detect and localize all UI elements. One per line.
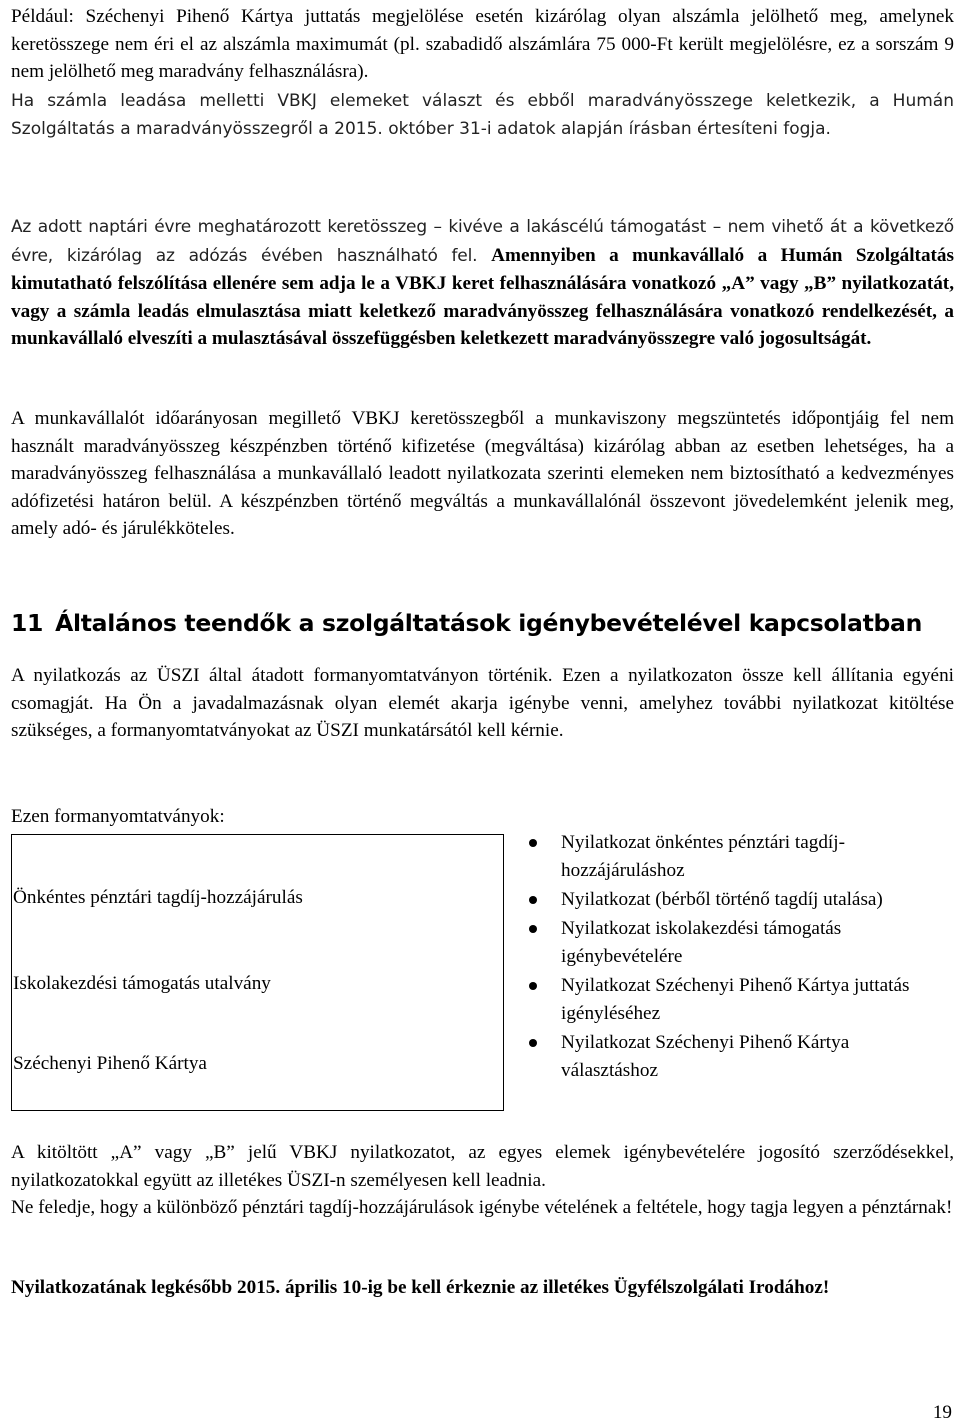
paragraph-submission: [11, 1139, 954, 1222]
table-row: Önkéntes pénztári tagdíj-hozzájárulás: [13, 887, 303, 908]
bullet-icon: [529, 839, 537, 847]
list-item: [523, 915, 943, 971]
annual-limit-warning: Amennyiben a munkavállaló a Humán Szolgáltatás kimutatható felszólítása ellenére sem adja le a VBKJ keret felhasználására vonatkozó „A” vagy „B” nyilatkozatát, vagy a számla leadás elmulasztása miatt keletkező maradványösszeg felhasználására vonatkozó rendelkezését, a munkavállaló elveszíti a mulasztásával összefüggésben keletkezett maradványösszegre való jogosultságát.: [11, 244, 954, 349]
forms-label: Ezen formanyomtatványok:: [11, 806, 225, 827]
annual-limit-text: Az adott naptári évre meghatározott keretösszeg – kivéve a lakáscélú támogatást – nem vihető át a következő évre, kizárólag az adózás évében használható fel.: [11, 217, 954, 266]
bullet-icon: [529, 925, 537, 933]
list-item: [523, 972, 943, 1028]
list-item-text: Nyilatkozat iskolakezdési támogatás igénybevételére: [561, 918, 842, 967]
section-title: Általános teendők a szolgáltatások igénybevételével kapcsolatban: [55, 609, 923, 637]
membership-reminder: Ne feledje, hogy a különböző pénztári tagdíj-hozzájárulások igénybe vételének a feltétele, hogy tagja legyen a pénztárnak!: [11, 1197, 953, 1218]
bullet-icon: [529, 1039, 537, 1047]
list-item-text: Nyilatkozat Széchenyi Pihenő Kártya juttatás igényléséhez: [561, 975, 910, 1024]
submission-text: A kitöltött „A” vagy „B” jelű VBKJ nyilatkozatot, az egyes elemek igénybevételére jogosító szerződésekkel, nyilatkozatokkal együtt az illetékes ÜSZI-n személyesen kell leadnia.: [11, 1142, 954, 1191]
list-item-text: Nyilatkozat önkéntes pénztári tagdíj-hozzájáruláshoz: [561, 832, 845, 881]
list-item-text: Nyilatkozat Széchenyi Pihenő Kártya választáshoz: [561, 1032, 850, 1081]
list-item-text: Nyilatkozat (bérből történő tagdíj utalása): [561, 889, 883, 910]
section-number: 11: [11, 609, 44, 637]
page-number: 19: [932, 1402, 952, 1423]
paragraph-annual-limit: [11, 213, 954, 353]
paragraph-declaration-form: A nyilatkozás az ÜSZI által átadott formanyomtatványon történik. Ezen a nyilatkozaton össze kell állítania egyéni csomagját. Ha Ön a javadalmazásnak olyan elemét akarja igénybe venni, amelyhez további nyilatkozat kitöltése szükséges, a formanyomtatványokat az ÜSZI munkatársától kell kérnie.: [11, 665, 954, 741]
section-heading: [11, 606, 922, 640]
list-item: [523, 886, 943, 914]
paragraph-cash-redemption: A munkavállalót időarányosan megillető VBKJ keretösszegből a munkaviszony megszüntetés időpontjáig fel nem használt maradványösszeg készpénzben történő kifizetése (megváltása) kizárólag abban az esetben lehetséges, ha a maradványösszeg felhasználása a munkavállaló leadott nyilatkozata szerinti elemeken nem biztosítható a kedvezményes adófizetési határon belül. A készpénzben történő megváltás a munkavállalónál összevont jövedelemként jelenik meg, amely adó- és járulékköteles.: [11, 408, 954, 539]
bullet-icon: [529, 982, 537, 990]
table-row: Széchenyi Pihenő Kártya: [13, 1053, 207, 1074]
bullet-icon: [529, 896, 537, 904]
table-row: Iskolakezdési támogatás utalvány: [13, 973, 271, 994]
forms-list: [523, 829, 943, 1086]
paragraph-remainder-notice: Ha számla leadása melletti VBKJ elemeket választ és ebből maradványösszege keletkezik, a Humán Szolgáltatás a maradványösszegről a 2015. október 31-i adatok alapján írásban értesíteni fogja.: [11, 91, 954, 139]
list-item: [523, 1029, 943, 1085]
list-item: [523, 829, 943, 885]
deadline-notice: Nyilatkozatának legkésőbb 2015. április 10-ig be kell érkeznie az illetékes Ügyfélszolgálati Irodához!: [11, 1277, 830, 1298]
paragraph-example: Például: Széchenyi Pihenő Kártya juttatás megjelölése esetén kizárólag olyan alszámla jelölhető meg, amelynek keretösszege nem éri el az alszámla maximumát (pl. szabadidő alszámlára 75 000-Ft került megjelölésre, ez a sorszám 9 nem jelölhető meg maradvány felhasználásra).: [11, 6, 954, 82]
forms-table: [11, 834, 504, 1111]
